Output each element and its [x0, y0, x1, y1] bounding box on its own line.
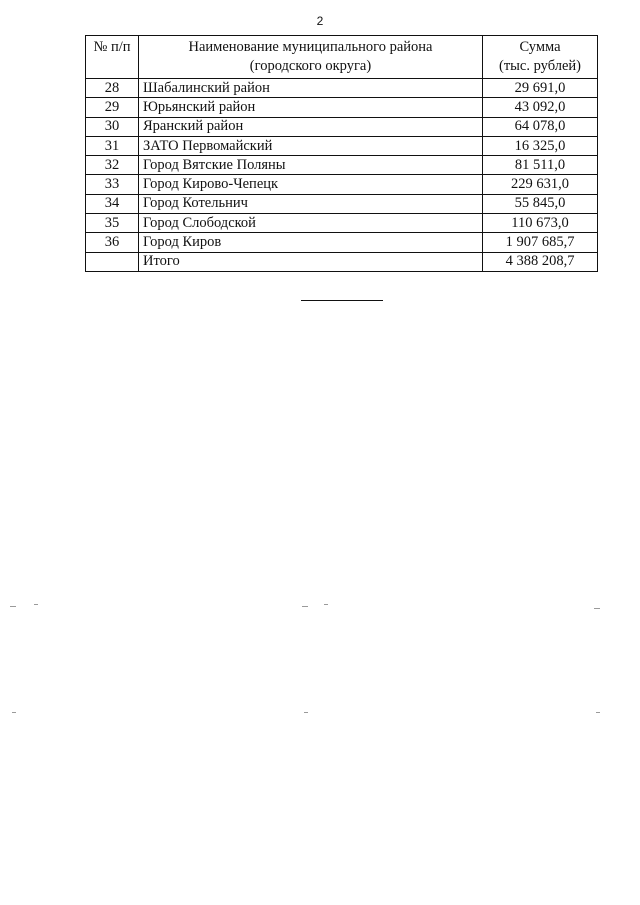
scan-speck [324, 604, 328, 605]
scan-speck [304, 712, 308, 713]
row-name: Юрьянский район [139, 98, 483, 117]
table-row [86, 79, 598, 98]
row-number: 36 [86, 233, 139, 252]
column-header-sum-line2: (тыс. рублей) [499, 58, 581, 74]
row-name: ЗАТО Первомайский [139, 136, 483, 155]
table-row [86, 156, 598, 175]
column-header-number [86, 36, 139, 79]
column-header-name-line1: Наименование муниципального района [188, 39, 433, 55]
row-number: 31 [86, 136, 139, 155]
table-row [86, 117, 598, 136]
row-number: 28 [86, 79, 139, 98]
row-sum: 81 511,0 [483, 156, 598, 175]
row-sum: 110 673,0 [483, 214, 598, 233]
row-number: 35 [86, 214, 139, 233]
row-number: 32 [86, 156, 139, 175]
table-row [86, 194, 598, 213]
column-header-name-line2: (городского округа) [249, 58, 372, 74]
total-number [86, 252, 139, 271]
row-name: Город Вятские Поляны [139, 156, 483, 175]
row-sum: 55 845,0 [483, 194, 598, 213]
row-number: 29 [86, 98, 139, 117]
scan-speck [34, 604, 38, 605]
row-sum: 43 092,0 [483, 98, 598, 117]
row-name: Шабалинский район [139, 79, 483, 98]
table-header-row [86, 36, 598, 79]
column-header-sum-line1: Сумма [519, 39, 561, 55]
row-sum: 29 691,0 [483, 79, 598, 98]
table-row [86, 136, 598, 155]
total-label: Итого [139, 252, 483, 271]
column-header-name [139, 36, 483, 79]
row-sum: 64 078,0 [483, 117, 598, 136]
page-number: 2 [316, 14, 324, 28]
allocation-table [85, 35, 598, 272]
total-sum: 4 388 208,7 [483, 252, 598, 271]
row-number: 33 [86, 175, 139, 194]
table-body [86, 79, 598, 272]
row-sum: 16 325,0 [483, 136, 598, 155]
scan-speck [594, 608, 600, 609]
table-row [86, 175, 598, 194]
row-name: Яранский район [139, 117, 483, 136]
table-row [86, 98, 598, 117]
row-sum: 229 631,0 [483, 175, 598, 194]
scan-speck [10, 606, 16, 607]
row-sum: 1 907 685,7 [483, 233, 598, 252]
column-header-number-label: № п/п [93, 39, 131, 55]
column-header-sum [483, 36, 598, 79]
row-name: Город Киров [139, 233, 483, 252]
row-name: Город Слободской [139, 214, 483, 233]
row-number: 34 [86, 194, 139, 213]
scan-speck [302, 606, 308, 607]
row-number: 30 [86, 117, 139, 136]
scan-speck [12, 712, 16, 713]
end-divider-line [301, 300, 383, 301]
total-row [86, 252, 598, 271]
row-name: Город Кирово-Чепецк [139, 175, 483, 194]
table-header [86, 36, 598, 79]
table-row [86, 214, 598, 233]
table-row [86, 233, 598, 252]
row-name: Город Котельнич [139, 194, 483, 213]
scan-speck [596, 712, 600, 713]
